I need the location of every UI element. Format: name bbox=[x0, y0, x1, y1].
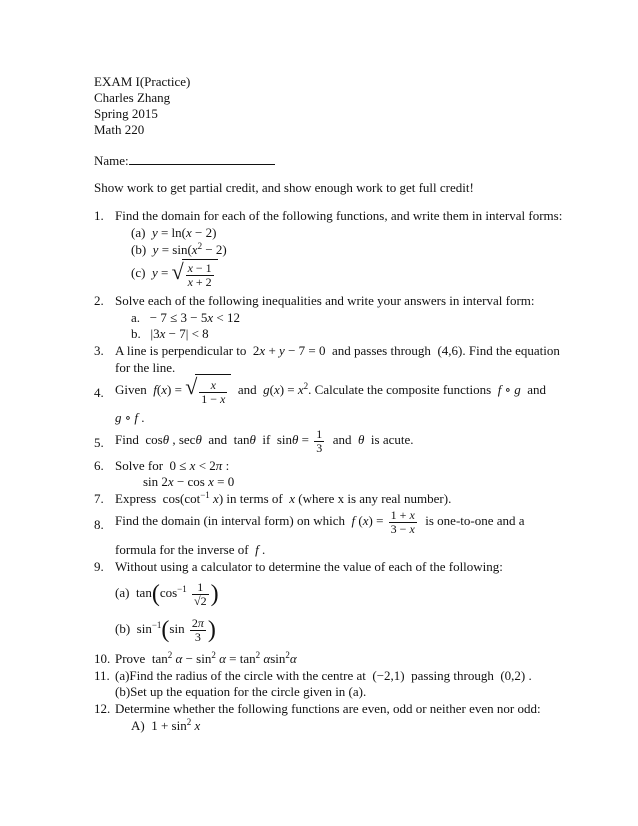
question-2-text: Solve each of the following inequalities and write your answers in interval form: bbox=[115, 293, 535, 308]
question-3-text-cont: for the line. bbox=[115, 360, 176, 375]
course-name: Math 220 bbox=[94, 122, 145, 137]
question-9a: (a) $\tan(\cos^{-1}$ $\frac{1}{√2}$ ) bbox=[115, 579, 219, 608]
question-9b: (b) $\sin^{-1}(\sin$ $\frac{2\pi}{3}$ ) bbox=[115, 615, 216, 644]
question-1-text: Find the domain for each of the following functions, and write them in interval forms: bbox=[115, 208, 563, 223]
question-12-number: 12. bbox=[94, 701, 111, 716]
exam-title: EXAM I(Practice) bbox=[94, 74, 191, 89]
question-11-text: (a)Find the radius of the circle with the centre at (−2,1) passing through (0,2) . bbox=[115, 668, 532, 683]
question-4-text: Given f(x) = √ $\frac{x}{1 - x}$ and $g(x) = x^2$. Calculate the composite functions f ∘ g and bbox=[115, 373, 546, 409]
author-name: Charles Zhang bbox=[94, 90, 171, 105]
question-2-number: 2. bbox=[94, 293, 104, 308]
exam-term: Spring 2015 bbox=[94, 106, 158, 121]
question-10-text: Prove $\tan^2 \alpha - \sin^2 \alpha = \tan^2 \alpha\sin^2\alpha$ bbox=[115, 650, 297, 666]
question-8-number: 8. bbox=[94, 517, 104, 532]
question-8-text-cont: formula for the inverse of f . bbox=[115, 542, 266, 557]
question-7-text: Express $\cos(\cot^{-1}$ x) in terms of x (where x is any real number). bbox=[115, 490, 452, 506]
question-11b-text: (b)Set up the equation for the circle given in (a). bbox=[115, 684, 367, 699]
question-12-text: Determine whether the following functions are even, odd or neither even nor odd: bbox=[115, 701, 541, 716]
question-6-text: Solve for 0 ≤ x < 2π : bbox=[115, 458, 230, 473]
question-2b: b. |3x − 7| < 8 bbox=[131, 326, 209, 341]
question-2a: a. − 7 ≤ 3 − 5x < 12 bbox=[131, 310, 240, 325]
question-1a: (a) y = ln(x − 2) bbox=[131, 225, 217, 240]
question-6-equation: sin 2x − cos x = 0 bbox=[143, 474, 235, 489]
question-4-number: 4. bbox=[94, 385, 104, 400]
name-label: Name: bbox=[94, 153, 129, 168]
question-3-text: A line is perpendicular to 2x + y − 7 = 0 and passes through (4,6). Find the equation bbox=[115, 343, 560, 358]
question-5-number: 5. bbox=[94, 435, 104, 450]
question-12a: A) $1 + \sin^2 x$ bbox=[131, 717, 201, 733]
question-6-number: 6. bbox=[94, 458, 104, 473]
name-line bbox=[94, 152, 275, 169]
question-4-text-cont: g ∘ f . bbox=[115, 410, 145, 425]
name-blank bbox=[129, 152, 275, 165]
question-10-number: 10. bbox=[94, 651, 111, 666]
question-7-number: 7. bbox=[94, 491, 104, 506]
instructions: Show work to get partial credit, and show enough work to get full credit! bbox=[94, 180, 474, 195]
question-9-text: Without using a calculator to determine the value of each of the following: bbox=[115, 559, 503, 574]
question-11-number: 11. bbox=[94, 668, 110, 683]
question-1-number: 1. bbox=[94, 208, 104, 223]
question-8-text: Find the domain (in interval form) on which f (x) = $\frac{1 + x}{3 - x}$ is one-to-one and a bbox=[115, 507, 525, 536]
question-9-number: 9. bbox=[94, 559, 104, 574]
question-3-number: 3. bbox=[94, 343, 104, 358]
question-5-text: Find cosθ , secθ and tanθ if sinθ = $\frac{1}{3}$ and θ is acute. bbox=[115, 426, 414, 455]
question-1c: (c) y = √ $\frac{x - 1}{x + 2}$ bbox=[131, 258, 218, 290]
question-1b: (b) $y = \sin(x^2 - 2)$ bbox=[131, 241, 227, 257]
